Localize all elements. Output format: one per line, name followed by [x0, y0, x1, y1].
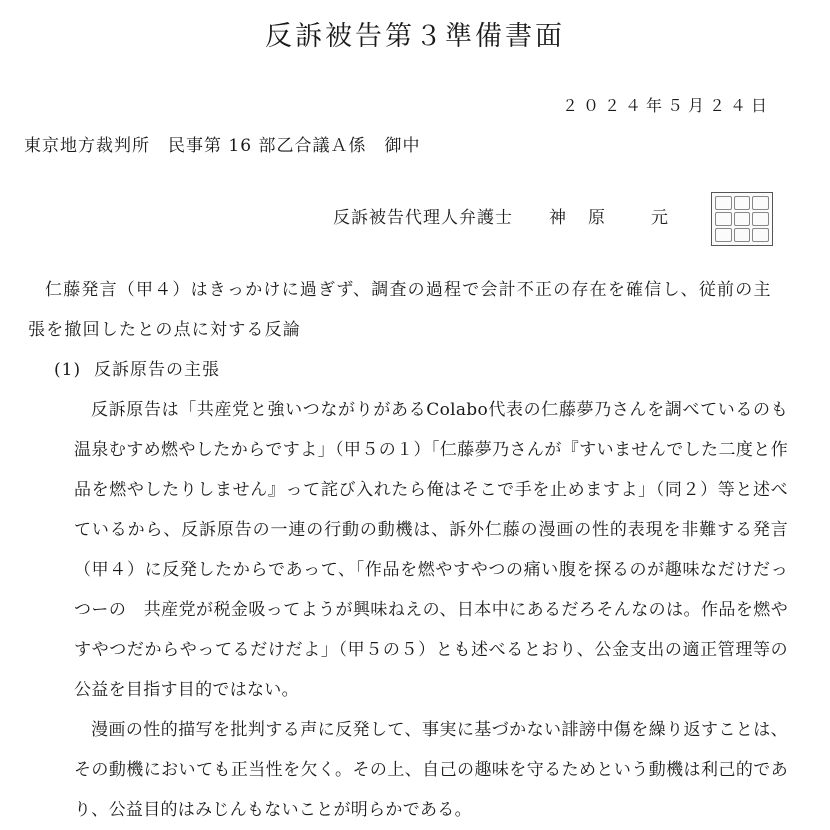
attorney-surname: 神原 — [549, 208, 627, 228]
section-heading — [28, 350, 788, 390]
document-title: 反訴被告第３準備書面 — [265, 21, 565, 52]
document-date: ２０２４年５月２４日 — [561, 96, 772, 115]
argument-heading: 仁藤発言（甲４）はきっかけに過ぎず、調査の過程で会計不正の存在を確信し、従前の主張を撤回したとの点に対する反論 — [28, 280, 772, 340]
attorney-given-name: 元 — [651, 208, 669, 228]
paragraph-2: 漫画の性的描写を批判する声に反発して、事実に基づかない誹謗中傷を繰り返すことは、その動機においても正当性を欠く。その上、自己の趣味を守るためという動機は利己的であり、公益目的はみじんもないことが明らかである。 — [74, 720, 788, 820]
court-addressee: 東京地方裁判所 民事第 16 部乙合議Ａ係 御中 — [24, 136, 421, 156]
seal-stamp-icon — [711, 192, 773, 246]
attorney-signature-line — [333, 203, 669, 228]
attorney-role: 反訴被告代理人弁護士 — [333, 208, 513, 228]
document-body — [28, 270, 788, 830]
section-number: (1) — [54, 360, 82, 380]
section-title: 反訴原告の主張 — [94, 360, 220, 380]
paragraph-1: 反訴原告は「共産党と強いつながりがあるColabo代表の仁藤夢乃さんを調べているのも温泉むすめ燃やしたからですよ」（甲５の１）「仁藤夢乃さんが『すいませんでした二度と作品を燃やしたりしません』って詫び入れたら俺はそこで手を止めますよ」（同２）等と述べているから、反訴原告の一連の行動の動機は、訴外仁藤の漫画の性的表現を非難する発言（甲４）に反発したからであって、「作品を燃やすやつの痛い腹を探るのが趣味なだけだっつーの 共産党が税金吸ってようが興味ねえの、日本中にあるだろそんなのは。作品を燃やすやつだからやってるだけだよ」（甲５の５）とも述べるとおり、公金支出の適正管理等の公益を目指す目的ではない。 — [74, 400, 788, 700]
